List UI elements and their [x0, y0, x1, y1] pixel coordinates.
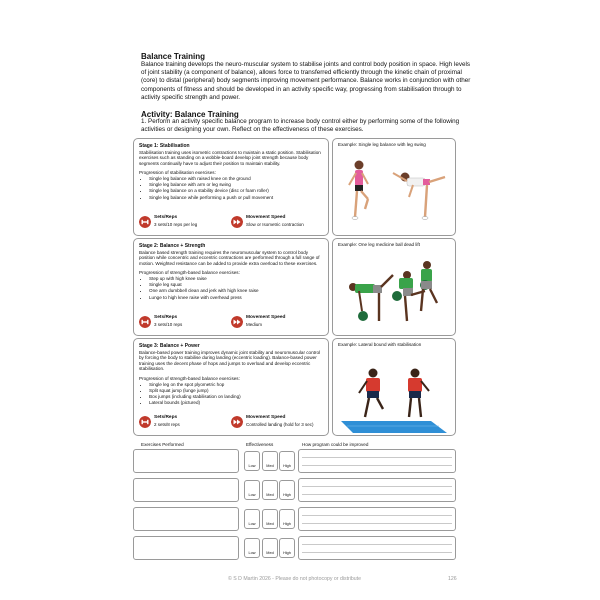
- speed-label: Movement Speed: [246, 315, 286, 320]
- effectiveness-checkbox[interactable]: [279, 480, 295, 500]
- speed-value: Controlled landing (hold for 3 sec): [246, 422, 314, 427]
- improvement-input-cell[interactable]: [298, 449, 456, 473]
- list-item: • Box jumps (including stabilisation on landing): [149, 394, 323, 400]
- effectiveness-level-label: Med: [266, 551, 274, 555]
- list-item: • Step up with high knee raise: [149, 276, 323, 282]
- example-caption: Example: Single leg balance with leg swing: [338, 142, 426, 147]
- speed-value: Medium: [246, 322, 263, 327]
- effectiveness-level-label: Low: [248, 493, 256, 497]
- stage-2-example: [332, 238, 456, 336]
- writing-line: [302, 515, 452, 516]
- stage-description: Stabilisation training uses isometric contractions to maintain a static position. Stabilisation exercises such as standing on a wobble-board develop joint strength because body segments continually have to adjust their position to maintain stability.: [139, 149, 321, 166]
- dumbbell-icon: [139, 316, 151, 328]
- lateral-bound-image: [335, 351, 453, 433]
- task-instruction: 1. Perform an activity specific balance program to increase body control either by performing some of the following activities or designing your own. Reflect on the effectiveness of these exercises.: [141, 118, 460, 134]
- stage-1-example: [332, 138, 456, 236]
- effectiveness-level-label: High: [283, 493, 291, 497]
- stage-2-panel: [133, 238, 329, 336]
- writing-line: [302, 544, 452, 545]
- writing-line: [302, 523, 452, 524]
- writing-line: [302, 486, 452, 487]
- deadlift-figures-image: [335, 251, 453, 333]
- improvement-input-cell[interactable]: [298, 478, 456, 502]
- effectiveness-level-label: High: [283, 464, 291, 468]
- example-caption: Example: One leg medicine ball dead lift: [338, 242, 420, 247]
- speed-label: Movement Speed: [246, 415, 286, 420]
- stage-3-panel: [133, 338, 329, 436]
- stage-title: Stage 2: Balance + Strength: [139, 243, 206, 249]
- progression-list: [149, 176, 323, 200]
- exercise-input-cell[interactable]: [133, 449, 239, 473]
- stage-metrics: [139, 315, 325, 331]
- effectiveness-level-label: High: [283, 551, 291, 555]
- effectiveness-checkbox[interactable]: [262, 509, 278, 529]
- col-improve-header: How program could be improved: [302, 442, 369, 447]
- progression-list: [149, 382, 323, 406]
- list-item: • Split squat jump (lunge jump): [149, 388, 323, 394]
- col-exercises-header: Exercises Performed: [141, 442, 184, 447]
- stage-description: Balance based strength training requires the neuromuscular system to control body position while concentric and eccentric contractions are performed through a full range of motion. Weighted resistance can be added to provide extra overload to these exercises.: [139, 249, 320, 266]
- stage-metrics: [139, 415, 325, 431]
- writing-line: [302, 465, 452, 466]
- speed-value: Slow or Isometric contraction: [246, 222, 304, 227]
- sets-label: Sets/Reps: [154, 415, 178, 420]
- stage-metrics: [139, 215, 325, 231]
- list-item: • Single leg balance with raised knee on the ground: [149, 176, 323, 182]
- progression-list: [149, 276, 323, 300]
- balance-figures-image: [335, 151, 453, 233]
- effectiveness-level-label: Low: [248, 551, 256, 555]
- sets-value: 3 sets/10 reps: [154, 322, 183, 327]
- exercise-input-cell[interactable]: [133, 536, 239, 560]
- dumbbell-icon: [139, 216, 151, 228]
- list-item: • Single leg balance with arm or leg swing: [149, 182, 323, 188]
- page-number: 126: [448, 576, 457, 582]
- list-item: • Single leg balance while performing a push or pull movement: [149, 195, 323, 201]
- improvement-input-cell[interactable]: [298, 536, 456, 560]
- effectiveness-checkbox[interactable]: [244, 538, 260, 558]
- list-item: • Lunge to high knee raise with overhead press: [149, 295, 323, 301]
- list-item: • Lateral bounds (pictured): [149, 400, 323, 406]
- list-item: • Single leg balance on a stability device (disc or foam roller): [149, 188, 323, 194]
- progression-label: Progression of strength-based balance exercises:: [139, 375, 240, 381]
- improvement-input-cell[interactable]: [298, 507, 456, 531]
- effectiveness-checkbox[interactable]: [279, 509, 295, 529]
- stage-3-example: [332, 338, 456, 436]
- stage-title: Stage 1: Stabilisation: [139, 143, 190, 149]
- activity-heading: Activity: Balance Training: [141, 110, 239, 119]
- col-effectiveness-header: Effectiveness: [246, 442, 274, 447]
- effectiveness-level-label: Med: [266, 493, 274, 497]
- copyright-notice: © S D Martin 2026 - Please do not photocopy or distribute: [228, 576, 362, 582]
- effectiveness-checkbox[interactable]: [262, 538, 278, 558]
- stage-title: Stage 3: Balance + Power: [139, 343, 200, 349]
- list-item: • One arm dumbbell clean and jerk with high knee raise: [149, 288, 323, 294]
- sets-label: Sets/Reps: [154, 215, 178, 220]
- effectiveness-checkbox[interactable]: [279, 451, 295, 471]
- sets-value: 2 sets/8 reps: [154, 422, 180, 427]
- speed-label: Movement Speed: [246, 215, 286, 220]
- effectiveness-level-label: Low: [248, 522, 256, 526]
- sets-value: 3 sets/10 reps per leg: [154, 222, 198, 227]
- effectiveness-checkbox[interactable]: [262, 480, 278, 500]
- fast-forward-icon: [231, 416, 243, 428]
- fast-forward-icon: [231, 216, 243, 228]
- exercise-input-cell[interactable]: [133, 507, 239, 531]
- writing-line: [302, 457, 452, 458]
- effectiveness-checkbox[interactable]: [279, 538, 295, 558]
- effectiveness-level-label: Low: [248, 464, 256, 468]
- stage-1-panel: [133, 138, 329, 236]
- writing-line: [302, 552, 452, 553]
- dumbbell-icon: [139, 416, 151, 428]
- intro-paragraph: Balance training develops the neuro-muscular system to stabilise joints and control body position in space. High levels of joint stability (a component of balance), allows force to transferred efficiently through the kinetic chain of proximal (core) to distal (peripheral) body segments improving movement performance. Balance works in conjunction with other components of fitness and should be developed in an activity specific way, progressing from stabilisation through to activity specific strength and power.: [141, 61, 471, 101]
- progression-label: Progression of stabilisation exercises:: [139, 170, 216, 176]
- effectiveness-checkbox[interactable]: [262, 451, 278, 471]
- example-caption: Example: Lateral bound with stabilisation: [338, 342, 422, 347]
- effectiveness-level-label: High: [283, 522, 291, 526]
- stage-description: Balance-based power training improves dynamic joint stability and neuromuscular control by forcing the body to stabilise during landing (eccentric loading). Balance-based power training uses the decent phase of hops and jumps to overload and develop eccentric stabilisation.: [139, 349, 321, 372]
- effectiveness-checkbox[interactable]: [244, 480, 260, 500]
- sets-label: Sets/Reps: [154, 315, 178, 320]
- effectiveness-level-label: Med: [266, 522, 274, 526]
- fast-forward-icon: [231, 316, 243, 328]
- progression-label: Progression of strength-based balance exercises:: [139, 270, 240, 276]
- effectiveness-checkbox[interactable]: [244, 509, 260, 529]
- list-item: • Single leg squat: [149, 282, 323, 288]
- list-item: • Single leg on the spot plyometric hop: [149, 382, 323, 388]
- section-heading: Balance Training: [141, 52, 206, 61]
- effectiveness-level-label: Med: [266, 464, 274, 468]
- effectiveness-checkbox[interactable]: [244, 451, 260, 471]
- exercise-input-cell[interactable]: [133, 478, 239, 502]
- writing-line: [302, 494, 452, 495]
